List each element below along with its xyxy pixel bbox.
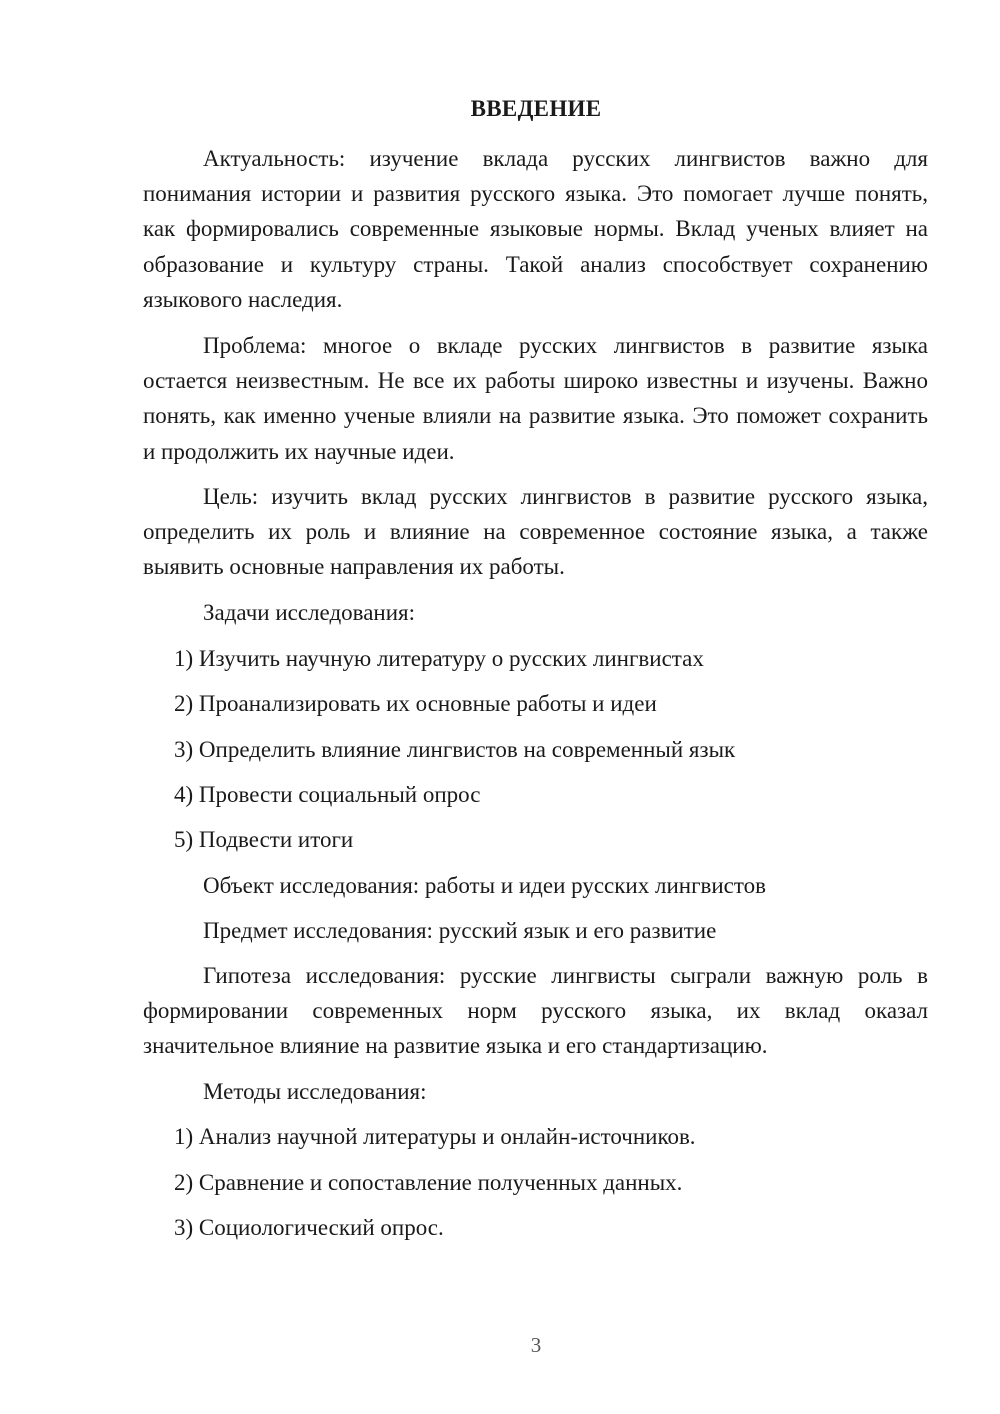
task-item: 1) Изучить научную литературу о русских лингвистах — [174, 646, 704, 671]
goal-paragraph: Цель: изучить вклад русских лингвистов в развитие русского языка, определить их роль и влияние на современное состояние языка, а также выявить основные направления их работы. — [143, 484, 928, 580]
task-item: 5) Подвести итоги — [174, 827, 354, 852]
task-item: 3) Определить влияние лингвистов на современный язык — [174, 737, 736, 762]
page-number: 3 — [530, 1333, 542, 1357]
task-item: 4) Провести социальный опрос — [174, 782, 481, 807]
section-title: ВВЕДЕНИЕ — [470, 96, 602, 121]
hypothesis-paragraph: Гипотеза исследования: русские лингвисты сыграли важную роль в формировании современных норм русского языка, их вклад оказал значительное влияние на развитие языка и его стандартизацию. — [143, 963, 928, 1059]
problem-paragraph: Проблема: многое о вкладе русских лингвистов в развитие языка остается неизвестным. Не все их работы широко известны и изучены. Важно понять, как именно ученые влияли на развитие языка. Это поможет сохранить и продолжить их научные идеи. — [143, 333, 928, 464]
relevance-paragraph: Актуальность: изучение вклада русских лингвистов важно для понимания истории и развития русского языка. Это помогает лучше понять, как формировались современные языковые нормы. Вклад ученых влияет на образование и культуру страны. Такой анализ способствует сохранению языкового наследия. — [143, 146, 928, 312]
tasks-heading: Задачи исследования: — [203, 600, 416, 625]
research-subject: Предмет исследования: русский язык и его развитие — [203, 918, 717, 943]
method-item: 2) Сравнение и сопоставление полученных данных. — [174, 1170, 683, 1195]
methods-heading: Методы исследования: — [203, 1079, 427, 1104]
method-item: 3) Социологический опрос. — [174, 1215, 444, 1240]
task-item: 2) Проанализировать их основные работы и идеи — [174, 691, 657, 716]
method-item: 1) Анализ научной литературы и онлайн-источников. — [174, 1124, 696, 1149]
research-object: Объект исследования: работы и идеи русских лингвистов — [203, 873, 766, 898]
